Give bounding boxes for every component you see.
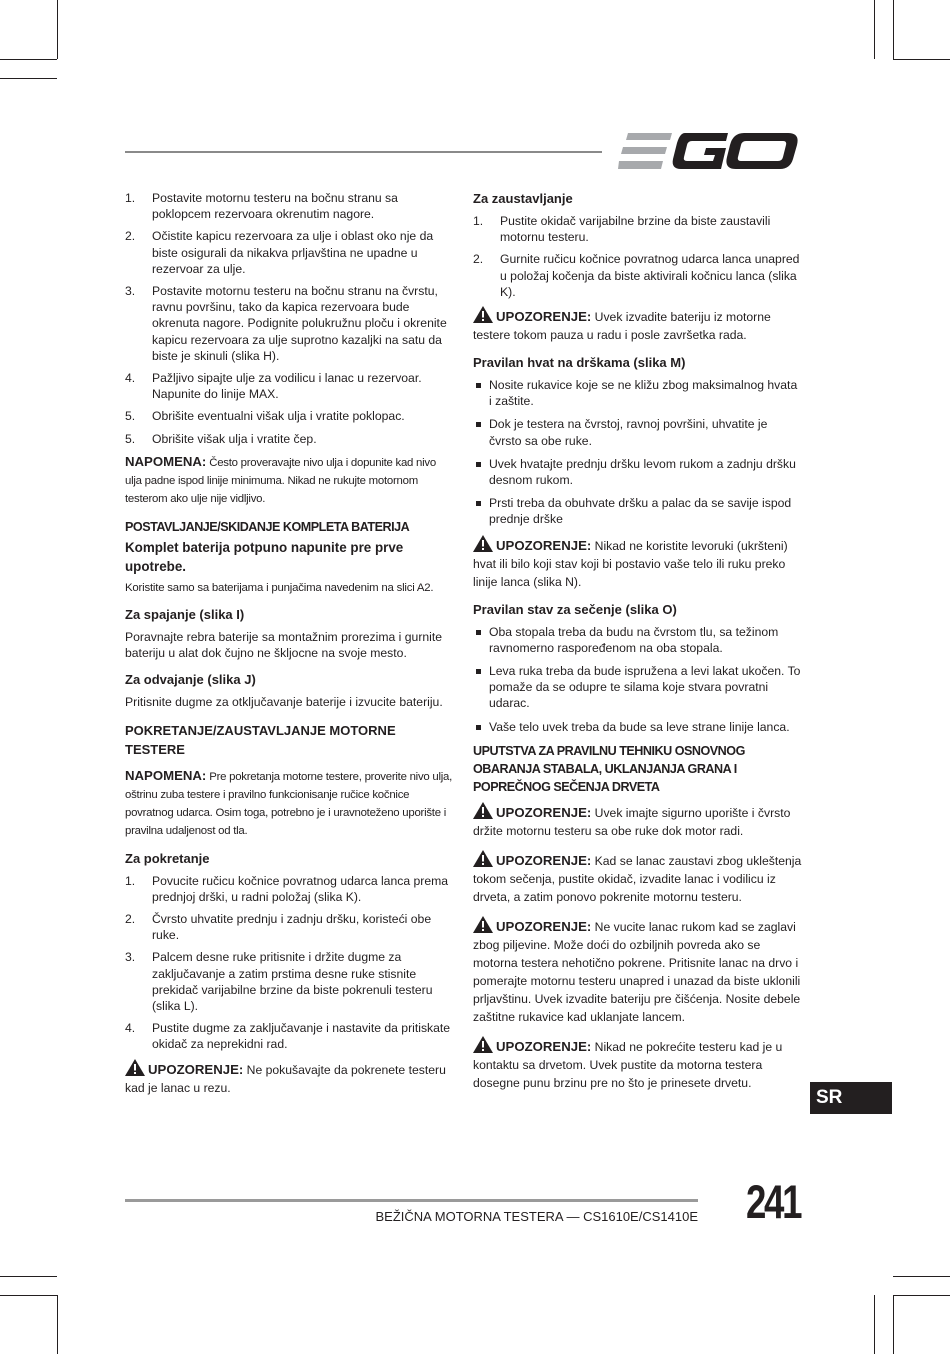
warning-triangle-icon — [473, 850, 493, 867]
warning-remove-battery: UPOZORENJE: Uvek izvadite bateriju iz motorne testere tokom pauza u radu i posle završetka rada. — [473, 306, 803, 344]
crop-mark — [0, 78, 57, 79]
crop-mark — [0, 1295, 57, 1296]
bullet-square-icon — [476, 383, 481, 388]
list-item: 4. Pažljivo sipajte ulje za vodilicu i lanac u rezervoar. Napunite do linije MAX. — [125, 371, 422, 402]
list-item: 1. Postavite motornu testeru na bočnu stranu sa poklopcem rezervoara okrenutim nagore. — [125, 191, 398, 222]
stop-heading: Za zaustavljanje — [473, 191, 573, 206]
crop-mark — [57, 1295, 58, 1354]
ego-logo — [618, 131, 800, 171]
list-item: Uvek hvatajte prednju dršku levom rukom a zadnju dršku desnom rukom. — [473, 456, 803, 488]
battery-heading: POSTAVLJANJE/SKIDANJE KOMPLETA BATERIJA — [125, 519, 410, 534]
crop-mark — [893, 0, 894, 59]
connect-heading: Za spajanje (slika I) — [125, 607, 245, 623]
warning-crossed-grip: UPOZORENJE: Nikad ne koristite levoruki (ukršteni) hvat ili bilo koji stav koji bi postavio vaše telo ili ruku preko linije lanca (slika N). — [473, 535, 803, 591]
warning-triangle-icon — [473, 306, 493, 323]
crop-mark — [0, 59, 57, 60]
list-item: 2. Očistite kapicu rezervoara za ulje i oblast oko nje da biste osigurali da nikakva prljavština ne upadne u rezervoar za ulje. — [125, 229, 434, 276]
disconnect-heading: Za odvajanje (slika J) — [125, 672, 256, 688]
header-rule — [125, 151, 602, 153]
warning-triangle-icon — [473, 535, 493, 552]
footer-rule — [125, 1199, 698, 1202]
list-item: Dok je testera na čvrstoj, ravnoj površini, uhvatite je čvrsto sa obe ruke. — [473, 416, 803, 448]
crop-mark — [0, 1276, 57, 1277]
bullet-square-icon — [476, 422, 481, 427]
left-column — [125, 190, 455, 1107]
crop-mark — [893, 1276, 950, 1277]
bullet-square-icon — [476, 725, 481, 730]
warning-triangle-icon — [125, 1059, 145, 1076]
connect-text: Poravnajte rebra baterije sa montažnim prorezima i gurnite bateriju u alat dok čujno ne škljocne na svoje mesto. — [125, 630, 443, 661]
bullet-square-icon — [476, 501, 481, 506]
language-tab: SR — [810, 1082, 892, 1114]
warning-triangle-icon — [473, 802, 493, 819]
list-item: 2. Gurnite ručicu kočnice povratnog udarca lanca unapred u položaj kočenja da biste aktivirali kočnicu lanca (slika K). — [473, 252, 800, 299]
start-note: NAPOMENA: Pre pokretanja motorne testere, proverite nivo ulja, oštrinu zuba testere i pravilno funkcionisanje ručice kočnice povratnog udarca. Osim toga, potrebno je i uravnoteženo uporište i pravilna udaljenost od tla. — [125, 767, 453, 837]
list-item: Vaše telo uvek treba da bude sa leve strane linije lanca. — [473, 719, 803, 735]
crop-mark — [874, 1295, 875, 1354]
list-item: Nosite rukavice koje se ne kližu zbog maksimalnog hvata i zaštite. — [473, 377, 803, 409]
list-item: 5. Obrišite eventualni višak ulja i vratite poklopac. — [125, 409, 405, 424]
bullet-square-icon — [476, 630, 481, 635]
oil-level-note: NAPOMENA: Često proveravajte nivo ulja i dopunite kad nivo ulja padne ispod linije minimuma. Nikad ne rukujte motornom testerom ako ulje nije vidljivo. — [125, 453, 436, 505]
crop-mark — [57, 0, 58, 59]
stance-heading: Pravilan stav za sečenje (slika O) — [473, 601, 677, 617]
list-item: 3. Palcem desne ruke pritisnite i držite dugme za zaključavanje a zatim prstima desne ruke stisnite prekidač varijabilne brzine da biste pokrenuli testeru (slika L). — [125, 950, 433, 1014]
warning-triangle-icon — [473, 1036, 493, 1053]
grip-list — [473, 377, 803, 528]
start-heading: Za pokretanje — [125, 850, 210, 866]
warning-triangle-icon — [473, 916, 493, 933]
footer-title: BEŽIČNA MOTORNA TESTERA — CS1610E/CS1410E — [375, 1209, 698, 1224]
right-column — [473, 190, 803, 1102]
bullet-square-icon — [476, 669, 481, 674]
warning-firm-footing: UPOZORENJE: Uvek imajte sigurno uporište i čvrsto držite motornu testeru sa obe ruke dok motor radi. — [473, 802, 803, 840]
grip-heading: Pravilan hvat na drškama (slika M) — [473, 355, 686, 371]
warning-contact-wood: UPOZORENJE: Nikad ne pokrećite testeru kad je u kontaktu sa drvetom. Uvek pustite da motorna testera dosegne punu brzinu pre no što je prinesete drvetu. — [473, 1036, 803, 1092]
list-item: 1. Povucite ručicu kočnice povratnog udarca lanca prema prednjoj drški, u radni položaj (slika K). — [125, 873, 449, 904]
warning-pinched-chain: UPOZORENJE: Kad se lanac zaustavi zbog ukleštenja tokom sečenja, pustite okidač, izvadite lanac i vodilicu iz drveta, a zatim ponovo pokrenite motornu testeru. — [473, 850, 803, 906]
start-steps — [125, 873, 455, 1053]
crop-mark — [874, 0, 875, 59]
list-item: 5. Obrišite višak ulja i vratite čep. — [125, 431, 317, 446]
list-item: Leva ruka treba da bude ispružena a levi lakat ukočen. To pomaže da se odupre te silama koje stvara povratni udarac. — [473, 663, 803, 712]
oil-fill-steps — [125, 190, 455, 447]
page-number: 241 — [746, 1175, 801, 1228]
list-item: Prsti treba da obuhvate dršku a palac da se savije ispod prednje drške — [473, 495, 803, 527]
list-item: 2. Čvrsto uhvatite prednju i zadnju dršku, koristeći obe ruke. — [125, 912, 432, 943]
crop-mark — [893, 1295, 894, 1354]
list-item: Oba stopala treba da budu na čvrstom tlu, sa težinom ravnomerno raspoređenom na oba stopala. — [473, 624, 803, 656]
start-stop-heading: POKRETANJE/ZAUSTAVLJANJE MOTORNE TESTERE — [125, 722, 396, 757]
list-item: 1. Pustite okidač varijabilne brzine da biste zaustavili motornu testeru. — [473, 214, 771, 245]
battery-subheading: Komplet baterija potpuno napunite pre prve upotrebe. — [125, 539, 404, 574]
warning-sawdust: UPOZORENJE: Ne vucite lanac rukom kad se zaglavi zbog piljevine. Može doći do ozbiljnih povreda ako se motorna testera nehotično pokrene. Pritisnite lanac na drvo i pomerajte motornu testeru unapred i unazad da biste uklonili prljavštinu. Uvek izvadite bateriju pre čišćenja. Nosite debele zaštitne rukavice kad uklanjate lancem. — [473, 916, 803, 1026]
crop-mark — [893, 59, 950, 60]
disconnect-text: Pritisnite dugme za otključavanje baterije i izvucite bateriju. — [125, 695, 443, 710]
battery-text: Koristite samo sa baterijama i punjačima navedenim na slici A2. — [125, 581, 434, 594]
list-item: 3. Postavite motornu testeru na bočnu stranu na čvrstu, ravnu površinu, tako da kapica rezervoara bude okrenuta nagore. Podignite polukružnu ploču i okrenite kapicu rezervoara za ulje suprotno kazaljki na satu da biste je skinuli (slika H). — [125, 284, 447, 363]
stop-steps — [473, 213, 803, 300]
technique-heading: UPUTSTVA ZA PRAVILNU TEHNIKU OSNOVNOG OBARANJA STABALA, UKLANJANJA GRANA I POPREČNOG SEČENJA DRVETA — [473, 743, 745, 794]
crop-mark — [893, 1295, 950, 1296]
warning-blade-in-cut: UPOZORENJE: Ne pokušavajte da pokrenete testeru kad je lanac u rezu. — [125, 1059, 455, 1097]
bullet-square-icon — [476, 462, 481, 467]
list-item: 4. Pustite dugme za zaključavanje i nastavite da pritiskate okidač za neprekidni rad. — [125, 1021, 451, 1052]
stance-list — [473, 624, 803, 735]
